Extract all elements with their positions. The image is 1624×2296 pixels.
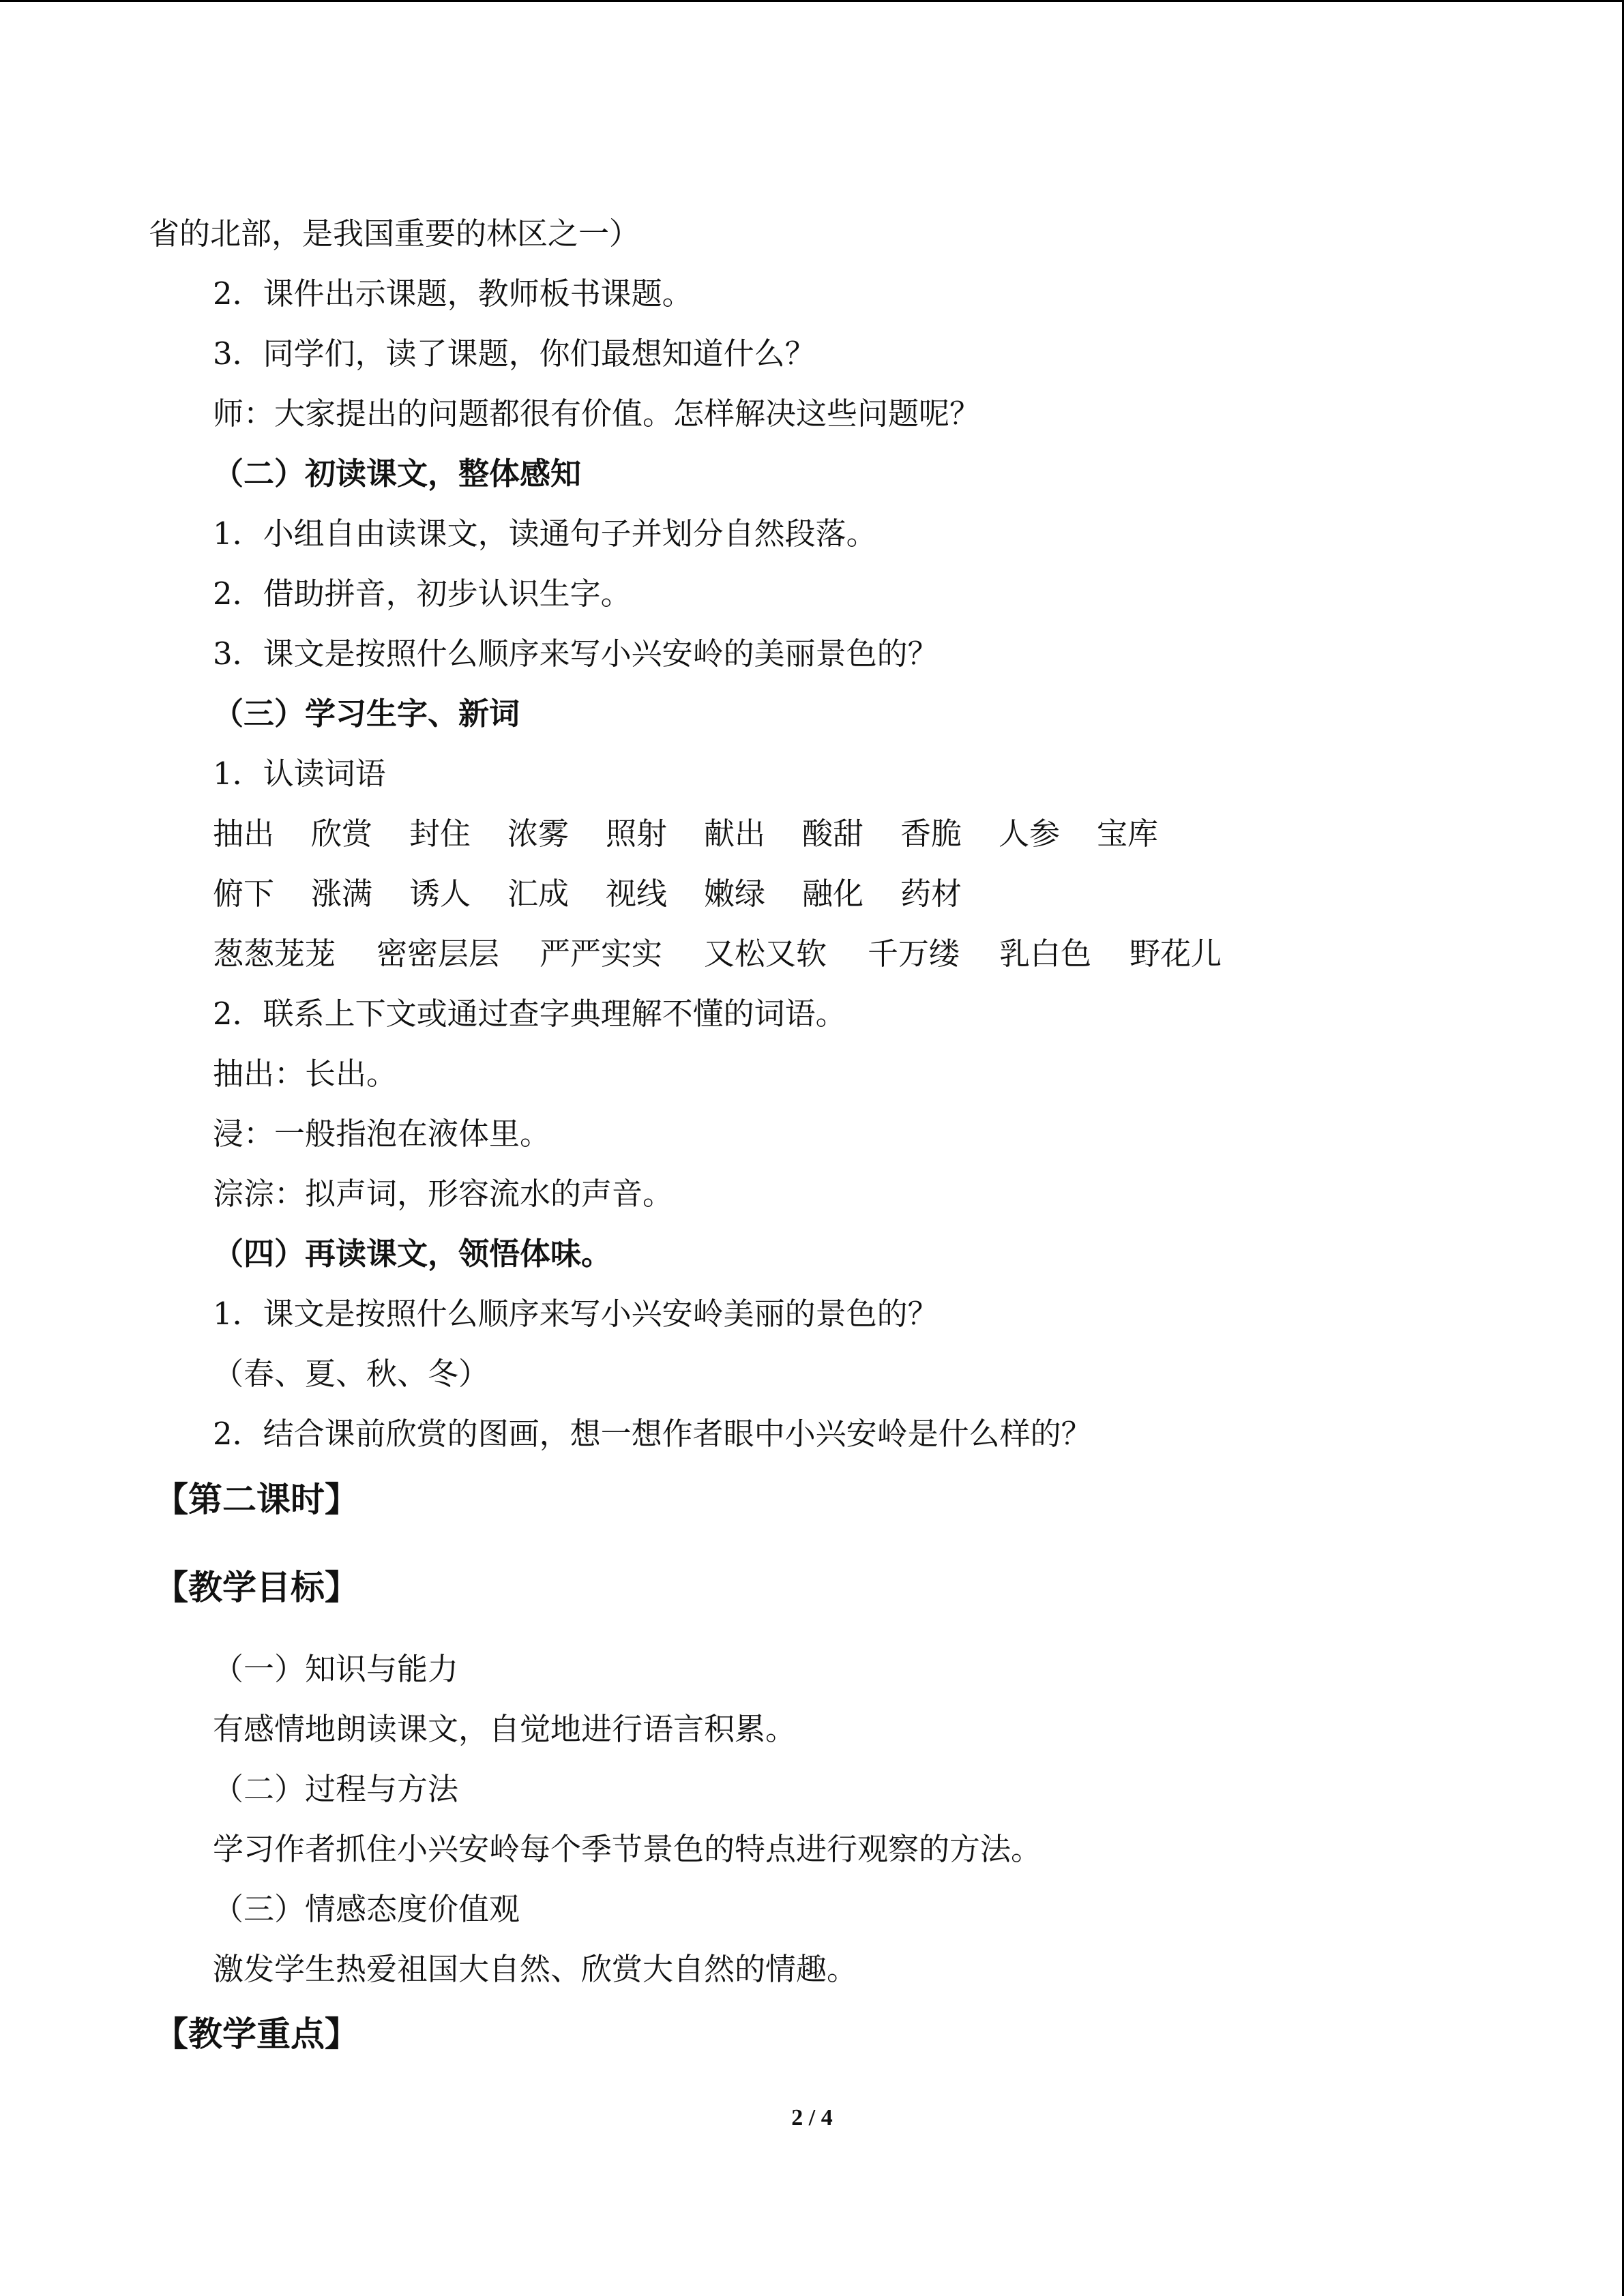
vocab-word: 药材 [900, 876, 962, 912]
vocab-word: 汇成 [507, 876, 570, 912]
text-line: 有感情地朗读课文，自觉地进行语言积累。 [213, 1711, 797, 1747]
vocab-word: 俯下 [213, 876, 275, 912]
vocab-word: 香脆 [900, 816, 962, 852]
text-line: 抽出：长出。 [213, 1056, 398, 1092]
vocab-word: 献出 [704, 816, 766, 852]
section-heading: （二）初读课文，整体感知 [213, 456, 582, 492]
text-line: （春、夏、秋、冬） [213, 1356, 490, 1392]
vocab-word: 严严实实 [540, 936, 663, 972]
text-line: 学习作者抓住小兴安岭每个季节景色的特点进行观察的方法。 [213, 1831, 1042, 1867]
goal-heading: （一）知识与能力 [213, 1651, 459, 1687]
text-line: 2．课件出示课题，教师板书课题。 [213, 275, 693, 312]
text-line: 浸：一般指泡在液体里。 [213, 1116, 551, 1152]
text-line: 师：大家提出的问题都很有价值。怎样解决这些问题呢？ [213, 396, 981, 432]
vocab-word: 人参 [999, 816, 1061, 852]
vocab-word: 宝库 [1097, 816, 1159, 852]
text-line: 2．联系上下文或通过查字典理解不懂的词语。 [213, 996, 846, 1032]
section-heading: （三）学习生字、新词 [213, 696, 520, 732]
vocab-word: 抽出 [213, 816, 275, 852]
lesson-heading: 【教学目标】 [154, 1568, 359, 1607]
vocab-word: 密密层层 [377, 936, 500, 972]
vocab-word: 嫩绿 [704, 876, 766, 912]
vocab-word: 又松又软 [704, 936, 827, 972]
goal-heading: （二）过程与方法 [213, 1771, 459, 1807]
vocab-word: 乳白色 [999, 936, 1092, 972]
vocab-word: 酸甜 [802, 816, 864, 852]
lesson-heading: 【教学重点】 [154, 2014, 359, 2054]
vocab-word: 诱人 [409, 876, 471, 912]
text-line: 2．结合课前欣赏的图画，想一想作者眼中小兴安岭是什么样的？ [213, 1416, 1092, 1452]
vocab-word: 浓雾 [507, 816, 570, 852]
vocab-word: 葱葱茏茏 [213, 936, 336, 972]
vocab-word: 封住 [409, 816, 471, 852]
text-line: 1．课文是按照什么顺序来写小兴安岭美丽的景色的？ [213, 1296, 939, 1332]
vocab-word: 野花儿 [1130, 936, 1222, 972]
page-number: 2 / 4 [791, 2105, 833, 2130]
text-line: 1．小组自由读课文，读通句子并划分自然段落。 [213, 516, 877, 552]
vocab-word: 千万缕 [868, 936, 960, 972]
lesson-heading: 【第二课时】 [154, 1480, 359, 1519]
vocab-word: 视线 [606, 876, 668, 912]
text-line: 3．课文是按照什么顺序来写小兴安岭的美丽景色的？ [213, 636, 939, 672]
vocab-word: 照射 [606, 816, 668, 852]
top-border [0, 0, 1624, 2]
text-line: 激发学生热爱祖国大自然、欣赏大自然的情趣。 [213, 1951, 858, 1987]
vocab-word: 欣赏 [311, 816, 373, 852]
vocab-word: 涨满 [311, 876, 373, 912]
text-line: 3．同学们，读了课题，你们最想知道什么？ [213, 336, 816, 372]
section-heading: （四）再读课文，领悟体味。 [213, 1236, 612, 1272]
vocab-word: 融化 [802, 876, 864, 912]
text-line: 2．借助拼音，初步认识生字。 [213, 576, 632, 612]
goal-heading: （三）情感态度价值观 [213, 1891, 520, 1927]
text-line: 1．认读词语 [213, 756, 386, 792]
text-line: 淙淙：拟声词，形容流水的声音。 [213, 1176, 674, 1212]
text-line: 省的北部，是我国重要的林区之一） [149, 215, 640, 252]
